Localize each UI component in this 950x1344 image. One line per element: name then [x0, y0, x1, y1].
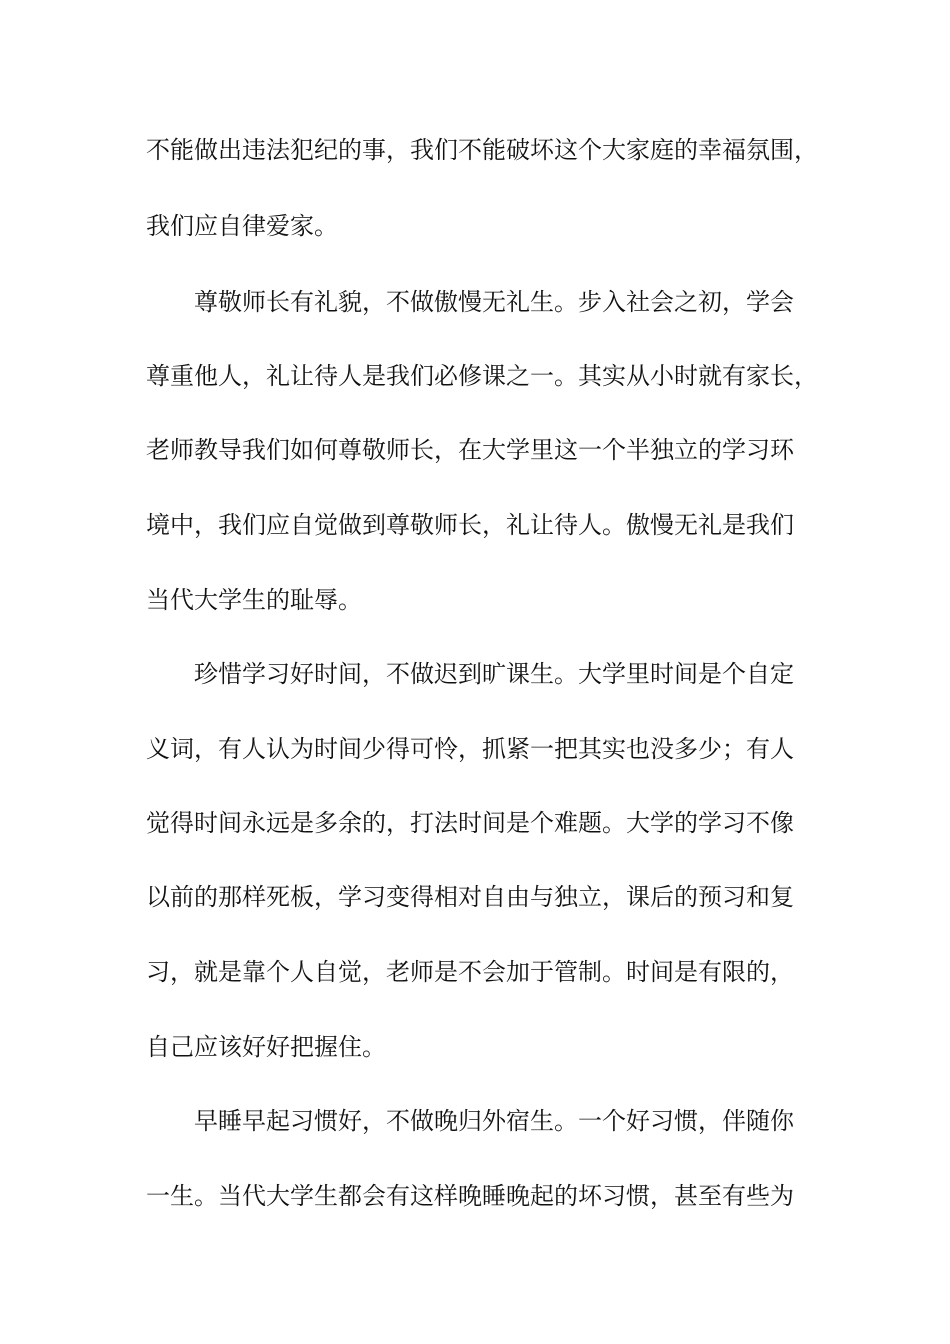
text-line: 习，就是靠个人自觉，老师是不会加于管制。时间是有限的， — [146, 958, 794, 986]
text-line: 义词，有人认为时间少得可怜，抓紧一把其实也没多少；有人 — [146, 735, 794, 763]
text-line: 当代大学生的耻辱。 — [146, 586, 362, 614]
text-line: 尊重他人，礼让待人是我们必修课之一。其实从小时就有家长， — [146, 362, 818, 390]
text-line: 不能做出违法犯纪的事，我们不能破坏这个大家庭的幸福氛围， — [146, 136, 818, 164]
text-line: 老师教导我们如何尊敬师长，在大学里这一个半独立的学习环 — [146, 436, 794, 464]
text-line: 一生。当代大学生都会有这样晚睡晚起的坏习惯，甚至有些为 — [146, 1182, 794, 1210]
text-line: 境中，我们应自觉做到尊敬师长，礼让待人。傲慢无礼是我们 — [146, 511, 794, 539]
text-line: 觉得时间永远是多余的，打法时间是个难题。大学的学习不像 — [146, 809, 794, 837]
paragraph-first-line: 尊敬师长有礼貌，不做傲慢无礼生。步入社会之初，学会 — [194, 288, 794, 316]
paragraph-first-line: 珍惜学习好时间，不做迟到旷课生。大学里时间是个自定 — [194, 660, 794, 688]
text-line: 我们应自律爱家。 — [146, 212, 338, 240]
paragraph-first-line: 早睡早起习惯好，不做晚归外宿生。一个好习惯，伴随你 — [194, 1107, 794, 1135]
text-line: 自己应该好好把握住。 — [146, 1033, 386, 1061]
text-line: 以前的那样死板，学习变得相对自由与独立，课后的预习和复 — [146, 883, 794, 911]
